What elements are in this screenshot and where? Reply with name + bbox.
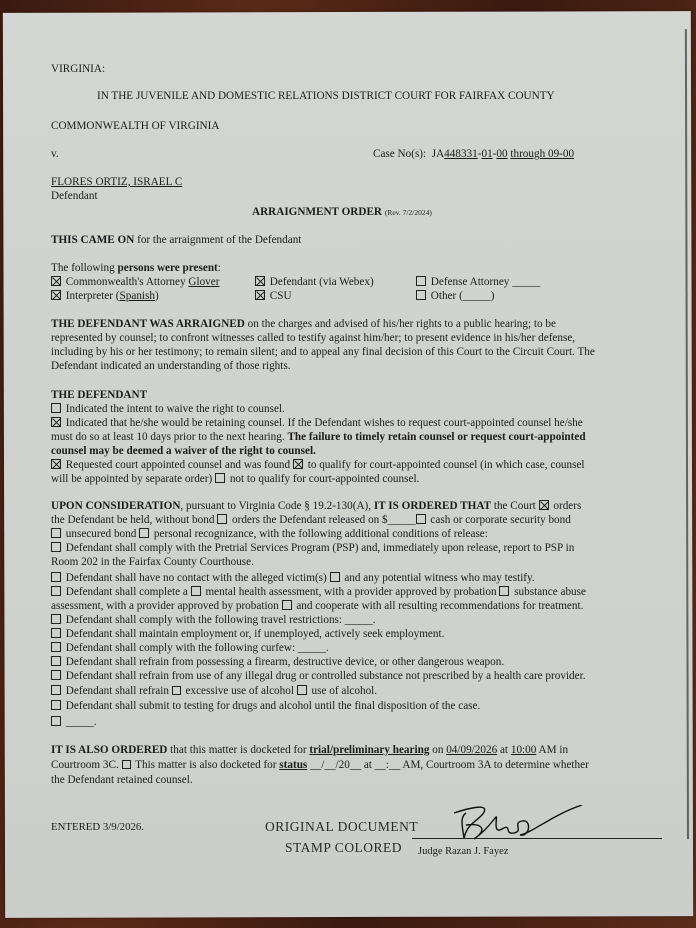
- checkbox-csu[interactable]: [255, 290, 265, 300]
- consideration-text: orders: [550, 500, 582, 512]
- checkbox-status-hearing[interactable]: [122, 760, 131, 769]
- also-ordered-text: Courtroom 3C.: [51, 759, 122, 771]
- travel-condition: [51, 614, 376, 628]
- requested-text: not to qualify for court-appointed counsel.: [227, 473, 420, 485]
- title-main: ARRAIGNMENT ORDER: [252, 206, 383, 218]
- stamp-line-1: ORIGINAL DOCUMENT: [265, 819, 419, 834]
- defendant-name: FLORES ORTIZ, ISRAEL C: [51, 176, 183, 188]
- arraigned-line-2: represented by counsel; to confront witnesses called to testify against him/her; to present evidence in his/her defense,: [51, 332, 576, 344]
- judge-name: Judge Razan J. Fayez: [418, 846, 509, 857]
- consideration-text: unsecured bond: [63, 528, 140, 540]
- checkbox-commonwealth-attorney[interactable]: [51, 276, 61, 286]
- case-part: 01: [481, 148, 493, 160]
- condition-text: excessive use of alcohol: [182, 685, 297, 697]
- person-commonwealth-attorney: [51, 276, 219, 290]
- person-value: _____: [462, 290, 491, 302]
- arraigned-line-3: including by his or her testimony; to remain silent; and to appeal any final decision of this Court to the Circuit Court. The: [51, 346, 595, 358]
- checkbox-substance-abuse[interactable]: [499, 586, 509, 596]
- person-defendant-webex: [255, 276, 374, 290]
- retain-line-2: [51, 431, 586, 445]
- intro-colon: :: [217, 262, 221, 274]
- defendant-label: Defendant: [51, 190, 98, 202]
- testing-condition: [51, 700, 480, 714]
- came-on-text: for the arraignment of the Defendant: [134, 234, 302, 246]
- person-defense-attorney: [416, 276, 540, 290]
- curfew-condition: [51, 642, 329, 656]
- checkbox-excessive-alcohol[interactable]: [172, 686, 181, 695]
- hearing-date: 04/09/2026: [446, 744, 498, 756]
- psp-line-2: Room 202 in the Fairfax County Courthouse.: [51, 556, 254, 568]
- condition-text: Defendant shall submit to testing for drugs and alcohol until the final disposition of the case.: [63, 700, 481, 712]
- document-title: [252, 206, 432, 220]
- arraigned-text: on the charges and advised of his/her rights to a public hearing; to be: [244, 318, 556, 330]
- retain-text: must do so at least 10 days prior to the next hearing.: [51, 431, 288, 443]
- alcohol-condition: [51, 685, 377, 699]
- person-interpreter: [51, 290, 159, 304]
- consideration-text: the Court: [491, 500, 539, 512]
- also-ordered-line-3: the Defendant retained counsel.: [51, 774, 193, 786]
- checkbox-firearm[interactable]: [51, 656, 61, 666]
- checkbox-other[interactable]: [416, 290, 426, 300]
- condition-text: Defendant shall refrain from possessing a firearm, destructive device, or other dangerous weapon.: [63, 656, 505, 668]
- condition-text: Defendant shall refrain from use of any illegal drug or controlled substance not prescribed by a health care provider.: [63, 670, 586, 682]
- person-suffix: ): [154, 290, 159, 302]
- came-on-line: [51, 234, 301, 248]
- defendant-section-heading: THE DEFENDANT: [51, 389, 148, 401]
- retain-counsel-option: [51, 417, 583, 431]
- intro-bold: persons were present: [117, 262, 218, 274]
- checkbox-testing[interactable]: [51, 700, 61, 710]
- case-num-value: 448331: [444, 148, 478, 160]
- person-label: Defense Attorney: [430, 276, 513, 288]
- arraigned-bold: THE DEFENDANT WAS ARRAIGNED: [51, 318, 245, 330]
- checkbox-qualify[interactable]: [293, 459, 303, 469]
- condition-text: assessment, with a provider approved by probation: [51, 600, 282, 612]
- plaintiff-name: COMMONWEALTH OF VIRGINIA: [51, 120, 220, 132]
- checkbox-no-contact[interactable]: [51, 572, 61, 582]
- versus-label: v.: [51, 148, 59, 160]
- case-dash: -: [492, 148, 497, 160]
- checkbox-use-alcohol[interactable]: [297, 685, 307, 695]
- condition-text: substance abuse: [511, 586, 586, 598]
- checkbox-no-contact-witness[interactable]: [330, 572, 340, 582]
- checkbox-assessment[interactable]: [51, 586, 61, 596]
- case-through: through 09-00: [510, 148, 575, 160]
- condition-text: Defendant shall maintain employment or, if unemployed, actively seek employment.: [63, 628, 445, 640]
- psp-condition: [51, 542, 574, 556]
- court-name: IN THE JUVENILE AND DOMESTIC RELATIONS DISTRICT COURT FOR FAIRFAX COUNTY: [97, 90, 555, 102]
- retain-text: Indicated that he/she would be retaining counsel. If the Defendant wishes to request court-appointed counsel he/she: [65, 417, 583, 429]
- employment-condition: [51, 628, 444, 642]
- checkbox-curfew[interactable]: [51, 642, 61, 652]
- consideration-text: the Defendant be held, without bond: [51, 514, 218, 526]
- checkbox-waive-counsel[interactable]: [51, 403, 61, 413]
- also-ordered-text: at: [497, 744, 511, 756]
- case-dash: -: [477, 148, 482, 160]
- stamp-line-2: STAMP COLORED: [285, 840, 403, 855]
- checkbox-drug[interactable]: [51, 670, 61, 680]
- condition-text: Defendant shall comply with the following curfew: _____.: [63, 642, 329, 654]
- hearing-time: 10:00: [510, 744, 537, 756]
- other-condition: [51, 716, 97, 730]
- condition-text: mental health assessment, with a provider approved by probation: [202, 586, 500, 598]
- condition-text: Defendant shall have no contact with the alleged victim(s): [63, 572, 330, 584]
- checkbox-interpreter[interactable]: [51, 290, 61, 300]
- waive-counsel-option: [51, 403, 285, 417]
- condition-text: _____.: [63, 716, 97, 728]
- ordered-bold: IT IS ORDERED THAT: [373, 500, 492, 512]
- consideration-text: orders the Defendant released on $: [229, 514, 388, 526]
- checkbox-held-without-bond[interactable]: [539, 500, 549, 510]
- checkbox-requested-counsel[interactable]: [51, 459, 61, 469]
- also-ordered-line-1: [51, 744, 568, 758]
- psp-text: Defendant shall comply with the Pretrial Services Program (PSP) and, immediately upon release, report to PSP in: [63, 542, 575, 554]
- checkbox-cash-bond[interactable]: [416, 514, 426, 524]
- drug-condition: [51, 670, 586, 684]
- person-other: [416, 290, 495, 304]
- requested-text: will be appointed by separate order): [51, 473, 216, 485]
- requested-line-2: [51, 473, 419, 487]
- case-part: 00: [496, 148, 508, 160]
- hearing-type: trial/preliminary hearing: [309, 744, 430, 756]
- condition-text: Defendant shall complete a: [63, 586, 191, 598]
- state-heading: VIRGINIA:: [51, 63, 106, 75]
- assessment-line-2: [51, 600, 583, 614]
- intro-text: The following: [51, 262, 118, 274]
- arraigned-line-1: [51, 318, 556, 332]
- consideration-line-3: [51, 528, 488, 542]
- checkbox-employment[interactable]: [51, 628, 61, 638]
- condition-text: Defendant shall refrain: [63, 685, 172, 697]
- bond-amount-field[interactable]: _____: [387, 514, 416, 526]
- checkbox-not-qualify[interactable]: [215, 473, 225, 483]
- entered-date: ENTERED 3/9/2026.: [51, 821, 144, 833]
- judge-signature: [452, 805, 592, 845]
- persons-present-intro: [51, 262, 221, 276]
- checkbox-cooperate[interactable]: [282, 600, 292, 610]
- checkbox-mental-health[interactable]: [191, 586, 201, 596]
- checkbox-defendant-webex[interactable]: [255, 276, 265, 286]
- firearm-condition: [51, 656, 504, 670]
- no-contact-condition: [51, 572, 535, 586]
- person-label: Commonwealth's Attorney: [65, 276, 189, 288]
- also-ordered-text: on: [429, 744, 447, 756]
- requested-text: Requested court appointed counsel and was found: [65, 459, 293, 471]
- case-number: [373, 148, 574, 162]
- person-label: CSU: [269, 290, 292, 302]
- arraigned-line-4: Defendant indicated an understanding of those rights.: [51, 360, 291, 372]
- checkbox-defense-attorney[interactable]: [416, 276, 426, 286]
- checkbox-released[interactable]: [217, 514, 227, 524]
- condition-text: and cooperate with all resulting recommendations for treatment.: [293, 600, 584, 612]
- condition-text: use of alcohol.: [308, 685, 378, 697]
- also-ordered-text: that this matter is docketed for: [167, 744, 310, 756]
- consideration-text: personal recognizance, with the following additional conditions of release:: [151, 528, 488, 540]
- person-value: Glover: [188, 276, 220, 288]
- status-label: status: [279, 759, 308, 771]
- consideration-line-2: [51, 514, 571, 528]
- case-prefix: JA: [431, 148, 445, 160]
- revision-label: (Rev. 7/2/2024): [384, 208, 432, 217]
- person-label: Other (: [430, 290, 463, 302]
- condition-text: Defendant shall comply with the following travel restrictions: _____.: [63, 614, 376, 626]
- page-edge: [685, 29, 689, 839]
- person-label: Interpreter (: [65, 290, 120, 302]
- requested-counsel-option: [51, 459, 585, 473]
- person-suffix: ): [490, 290, 495, 302]
- person-value: _____: [512, 276, 541, 288]
- consideration-text: cash or corporate security bond: [427, 514, 571, 526]
- checkbox-unsecured-bond[interactable]: [51, 528, 61, 538]
- consideration-text: , pursuant to Virginia Code § 19.2-130(A),: [180, 500, 374, 512]
- consideration-bold: UPON CONSIDERATION: [51, 500, 181, 512]
- checkbox-psp[interactable]: [51, 542, 61, 552]
- person-csu: [255, 290, 292, 304]
- case-label: Case No(s):: [373, 148, 427, 160]
- requested-text: to qualify for court-appointed counsel (in which case, counsel: [304, 459, 585, 471]
- waive-label: Indicated the intent to waive the right to counsel.: [65, 403, 285, 415]
- person-value: Spanish: [119, 290, 155, 302]
- came-on-bold: THIS CAME ON: [51, 234, 135, 246]
- checkbox-travel[interactable]: [51, 614, 61, 624]
- also-ordered-bold: IT IS ALSO ORDERED: [51, 744, 168, 756]
- consideration-line-1: [51, 500, 581, 514]
- also-ordered-text: This matter is also docketed for: [132, 759, 280, 771]
- retain-warning: The failure to timely retain counsel or request court-appointed: [287, 431, 586, 443]
- checkbox-alcohol[interactable]: [51, 685, 61, 695]
- person-label: Defendant (via Webex): [269, 276, 374, 288]
- checkbox-personal-recognizance[interactable]: [139, 528, 149, 538]
- assessment-condition: [51, 586, 586, 600]
- checkbox-other-condition[interactable]: [51, 716, 61, 726]
- retain-line-3: counsel may be deemed a waiver of the right to counsel.: [51, 445, 316, 457]
- also-ordered-text: AM in: [536, 744, 569, 756]
- condition-text: and any potential witness who may testify.: [341, 572, 535, 584]
- also-ordered-line-2: [51, 759, 589, 773]
- also-ordered-text: __/__/20__ at __:__ AM, Courtroom 3A to determine whether: [307, 759, 589, 771]
- checkbox-retain-counsel[interactable]: [51, 417, 61, 427]
